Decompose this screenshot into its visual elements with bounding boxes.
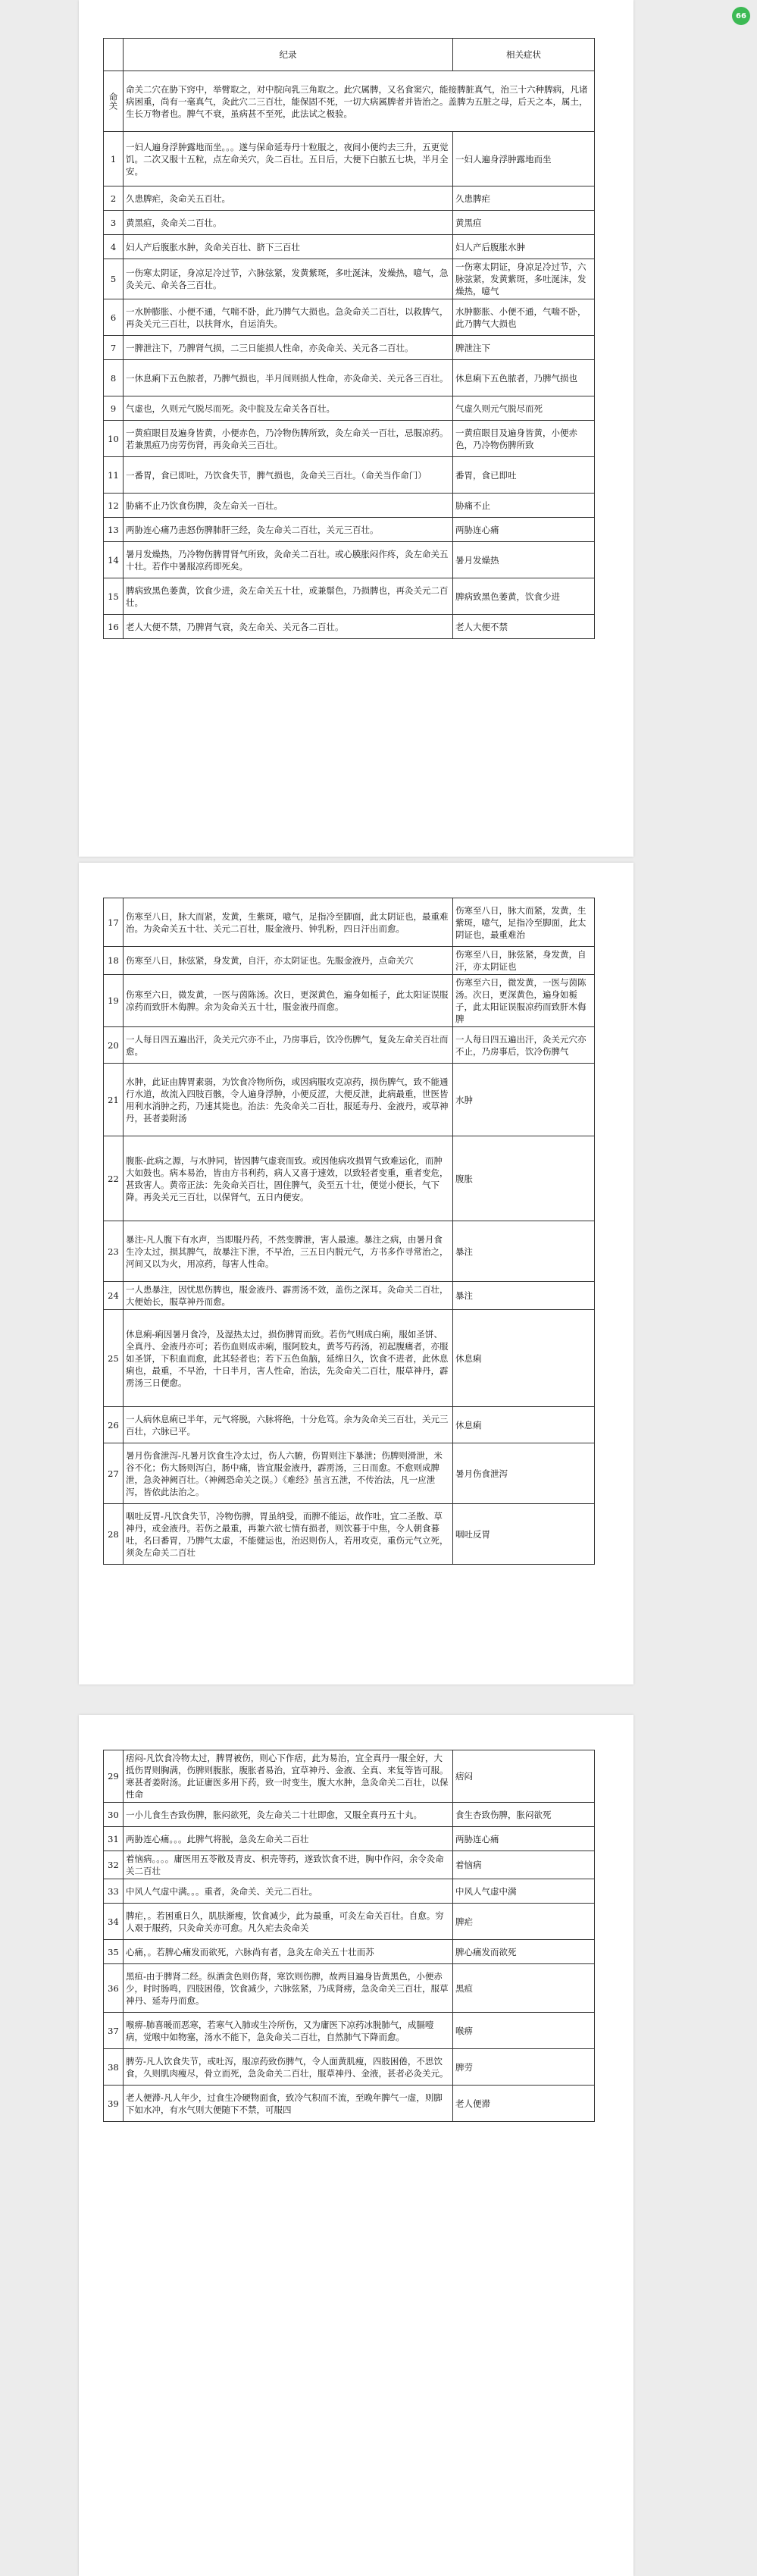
symptom-cell: 水肿膨胀、小便不通，气喘不卧，此乃脾气大损也 [453,299,595,336]
table-row [104,2049,595,2086]
record-cell: 着恼病。。。。庸医用五苓散及青皮、枳壳等药，遂致饮食不进，胸中作闷，余令灸命关二百壮 [124,1851,453,1879]
row-number: 27 [104,1443,124,1504]
table-row [104,1136,595,1221]
row-number: 15 [104,578,124,615]
row-number: 7 [104,336,124,360]
table-row [104,494,595,518]
symptom-cell: 老人大便不禁 [453,615,595,639]
row-number: 33 [104,1879,124,1904]
table-row [104,1443,595,1504]
table-row [104,211,595,235]
table-row [104,1851,595,1879]
row-number: 18 [104,947,124,975]
table-row [104,1750,595,1803]
record-cell: 喉痹-肺喜暖而恶寒，若寒气入肺或生冷所伤，又为庸医下凉药冰脱肺气，成膈噎病，觉喉中如物塞，汤水不能下，急灸命关二百壮，自然肺气下降而愈。 [124,2013,453,2049]
record-cell: 暑月伤食泄泻-凡暑月饮食生冷太过，伤人六腑，伤胃则注下暴泄；伤脾则滑泄，米谷不化；伤大肠则泻白，肠中痛，皆宜服金液丹，霹雳汤，三日而愈。不愈则成脾泄，急灸神阙百壮。（神阙恐命关之误。）《难经》虽言五泄，不传治法，凡一应泄泻，皆依此法治之。 [124,1443,453,1504]
record-cell: 一人患暴注，因忧思伤脾也，服金液丹、霹雳汤不效，盖伤之深耳。灸命关二百壮，大便始长，服草神丹而愈。 [124,1282,453,1310]
row-number: 36 [104,1964,124,2013]
table-row [104,898,595,947]
symptom-cell: 脾劳 [453,2049,595,2086]
row-number: 16 [104,615,124,639]
row-number: 28 [104,1504,124,1565]
record-cell: 一休息痢下五色脓者，乃脾气损也，半月间则损人性命，亦灸命关、关元各三百壮。 [124,360,453,396]
symptom-cell: 两胁连心痛 [453,1827,595,1851]
header-number [104,39,124,71]
table-row [104,1504,595,1565]
row-number: 39 [104,2086,124,2122]
record-cell: 老人便滞-凡人年少，过食生冷硬物面食，致冷气积而不流，至晚年脾气一虚，则脚下如水冲，有水气则大便随下不禁，可服四 [124,2086,453,2122]
row-number: 20 [104,1027,124,1064]
symptom-cell: 休息痢下五色脓者，乃脾气损也 [453,360,595,396]
row-number: 37 [104,2013,124,2049]
table-row [104,360,595,396]
table-row [104,186,595,211]
table-row [104,1940,595,1964]
symptom-cell: 一黄疸眼目及遍身皆黄，小便赤色，乃冷物伤脾所致 [453,421,595,457]
row-number: 17 [104,898,124,947]
row-number: 8 [104,360,124,396]
row-number: 21 [104,1064,124,1136]
table-row [104,542,595,578]
table-row [104,1027,595,1064]
symptom-cell: 胁痛不止 [453,494,595,518]
record-cell: 脾疟，。若困重日久，肌肤渐瘦，饮食减少，此为最重，可灸左命关百壮。自愈。穷人艰于服药，只灸命关亦可愈。凡久疟去灸命关 [124,1904,453,1940]
symptom-cell: 暑月伤食泄泻 [453,1443,595,1504]
intro-label: 命关 [104,71,124,132]
intro-row [104,71,595,132]
table-row [104,1803,595,1827]
symptom-cell: 着恼病 [453,1851,595,1879]
table-row [104,2086,595,2122]
symptom-cell: 喉痹 [453,2013,595,2049]
symptom-cell: 妇人产后腹胀水肿 [453,235,595,259]
record-cell: 一妇人遍身浮肿露地而坐。。。遂与保命延寿丹十粒服之，夜间小便约去三升，五更觉饥。二次又服十五粒，点左命关穴，灸二百壮。五日后，大便下白脓五七块，半月全安。 [124,132,453,186]
table-header-row [104,39,595,71]
table-row [104,1827,595,1851]
symptom-cell: 休息痢 [453,1310,595,1407]
row-number: 9 [104,396,124,421]
record-cell: 一水肿膨胀、小便不通，气喘不卧，此乃脾气大损也。急灸命关二百壮，以救脾气，再灸关元三百壮，以扶肾水，自运消失。 [124,299,453,336]
table-row [104,1964,595,2013]
record-cell: 两胁连心痛。。。此脾气将脱，急灸左命关二百壮 [124,1827,453,1851]
symptom-cell: 一伤寒太阴证，身凉足冷过节，六脉弦紧，发黄紫斑，多吐涎沫，发燥热，噫气 [453,259,595,299]
table-row [104,1064,595,1136]
record-cell: 腹胀-此病之源，与水肿同，皆因脾气虚衰而致。或因他病攻损胃气致难运化，而肿大如鼓也。病本易治，皆由方书利药，病人又喜于速效，以致轻者变重，重者变危，甚致害人。黄帝正法：先灸命关百壮，固住脾气，灸至五十壮，便觉小便长，气下降。再灸关元三百壮，以保肾气，五日内便安。 [124,1136,453,1221]
table-row [104,235,595,259]
record-cell: 脾劳-凡人饮食失节，或吐泻，服凉药致伤脾气，令人面黄肌瘦，四肢困倦，不思饮食，久则肌肉瘦尽，骨立而死，急灸命关二百壮，服草神丹、金液，甚者必灸关元。 [124,2049,453,2086]
record-cell: 一黄疸眼目及遍身皆黄，小便赤色，乃冷物伤脾所致，灸左命关一百壮，忌服凉药。若兼黑疸乃房劳伤肾，再灸命关三百壮。 [124,421,453,457]
symptom-cell: 伤寒至六日，微发黄，一医与茵陈汤。次日，更深黄色，遍身如栀子，此太阳证误服凉药而致肝木侮脾 [453,975,595,1027]
row-number: 5 [104,259,124,299]
record-cell: 妇人产后腹胀水肿，灸命关百壮、脐下三百壮 [124,235,453,259]
symptom-cell: 食生杏致伤脾，胀闷欲死 [453,1803,595,1827]
symptom-cell: 暑月发燥热 [453,542,595,578]
record-cell: 水肿，此证由脾胃素弱，为饮食冷物所伤，或因病服攻克凉药，损伤脾气，致不能通行水道，故流入四肢百骸，令人遍身浮肿，小便反涩，大便反泄，此病最重，世医皆用利水消肿之药，乃速其毙也。治法：先灸命关二百壮，服延寿丹、金液丹，或草神丹，甚者姜附汤 [124,1064,453,1136]
row-number: 34 [104,1904,124,1940]
table-row [104,259,595,299]
symptom-cell: 伤寒至八日，脉大而紧，发黄，生紫斑，噫气，足指冷至脚面，此太阴证也，最重难治 [453,898,595,947]
record-table-page-1 [103,38,595,639]
row-number: 25 [104,1310,124,1407]
row-number: 29 [104,1750,124,1803]
symptom-cell: 一妇人遍身浮肿露地而坐 [453,132,595,186]
table-row [104,2013,595,2049]
symptom-cell: 黄黑疸 [453,211,595,235]
table-row [104,421,595,457]
record-cell: 中风人气虚中满。。。重者，灸命关、关元二百壮。 [124,1879,453,1904]
row-number: 4 [104,235,124,259]
record-cell: 脾病致黑色萎黄，饮食少进，灸左命关五十壮，或兼鬃色，乃损脾也，再灸关元二百壮。 [124,578,453,615]
symptom-cell: 休息痢 [453,1407,595,1443]
record-cell: 一伤寒太阴证，身凉足冷过节，六脉弦紧，发黄紫斑，多吐涎沫，发燥热，噫气，急灸关元、命关各三百壮。 [124,259,453,299]
table-row [104,132,595,186]
symptom-cell: 久患脾疟 [453,186,595,211]
record-cell: 黄黑疸，灸命关二百壮。 [124,211,453,235]
row-number: 14 [104,542,124,578]
header-record: 纪录 [124,39,453,71]
table-row [104,1310,595,1407]
page-count-badge[interactable]: 66 [732,7,750,25]
intro-text: 命关二穴在胁下窍中，举臂取之，对中脘向乳三角取之。此穴属脾，又名食窦穴，能接脾脏真气，治三十六种脾病，凡诸病困重，尚有一毫真气，灸此穴二三百壮，能保固不死，一切大病属脾者并皆治之。盖脾为五脏之母，后天之本，属土，生长万物者也。脾气不衰，虽病甚不至死，此法试之极验。 [124,71,595,132]
record-cell: 休息痢-痢因暑月食冷，及湿热太过，损伤脾胃而致。若伤气则成白痢，服如圣饼、全真丹、金液丹亦可；若伤血则成赤痢，服阿胶丸，黄芩芍药汤，初起腹痛者，亦服如圣饼，下积血而愈，此其轻者也；若下五色鱼脑，延绵日久，饮食不进者，此休息痢也，最重，不早治，十日半月，害人性命，治法，先灸命关二百壮，服草神丹，霹雳汤三日便愈。 [124,1310,453,1407]
row-number: 24 [104,1282,124,1310]
record-cell: 老人大便不禁，乃脾肾气衰，灸左命关、关元各二百壮。 [124,615,453,639]
symptom-cell: 脾心痛发而欲死 [453,1940,595,1964]
record-cell: 气虚也，久则元气脱尽而死。灸中脘及左命关各百壮。 [124,396,453,421]
table-row [104,1407,595,1443]
symptom-cell: 番胃，食已即吐 [453,457,595,494]
table-row [104,1879,595,1904]
record-cell: 痞闷-凡饮食冷物太过，脾胃被伤，则心下作痞，此为易治，宜全真丹一服全好，大抵伤胃则胸满，伤脾则腹胀，腹胀者易治，宜草神丹、金液、全真、来复等皆可服。寒甚者姜附汤。此证庸医多用下药，致一时变生，腹大水肿，急灸命关二百壮，以保性命 [124,1750,453,1803]
record-cell: 两胁连心痛乃恚怒伤脾肺肝三经，灸左命关二百壮，关元三百壮。 [124,518,453,542]
symptom-cell: 暴注 [453,1282,595,1310]
record-cell: 一小儿食生杏致伤脾，胀闷欲死，灸左命关二十壮即愈，又服全真丹五十丸。 [124,1803,453,1827]
row-number: 10 [104,421,124,457]
record-cell: 伤寒至八日，脉弦紧，身发黄，自汗，亦太阴证也。先服金液丹，点命关穴 [124,947,453,975]
symptom-cell: 一人每日四五遍出汗，灸关元穴亦不止，乃房事后，饮冷伤脾气 [453,1027,595,1064]
symptom-cell: 脾病致黑色萎黄，饮食少进 [453,578,595,615]
symptom-cell: 水肿 [453,1064,595,1136]
row-number: 6 [104,299,124,336]
record-cell: 一人每日四五遍出汗，灸关元穴亦不止，乃房事后，饮冷伤脾气，复灸左命关百壮而愈。 [124,1027,453,1064]
page-3 [79,1715,633,2576]
record-cell: 暑月发燥热，乃冷物伤脾胃肾气所致，灸命关二百壮。或心膜胀闷作疼，灸左命关五十壮。若作中暑服凉药即死矣。 [124,542,453,578]
page-2 [79,863,633,1684]
record-cell: 咽吐反胃-凡饮食失节，冷物伤脾，胃虽纳受，而脾不能运，故作吐，宜二圣散、草神丹，或金液丹。若伤之最重，再兼六欲七情有损者，则饮暮于中焦，令人朝食暮吐，名曰番胃，乃脾气太虚，不能健运也，治迟则伤人，若用攻克，重伤元气立死，须灸左命关二百壮 [124,1504,453,1565]
record-table-page-3 [103,1750,595,2122]
table-row [104,518,595,542]
table-row [104,1221,595,1282]
symptom-cell: 两胁连心痛 [453,518,595,542]
symptom-cell: 气虚久则元气脱尽而死 [453,396,595,421]
symptom-cell: 痞闷 [453,1750,595,1803]
row-number: 3 [104,211,124,235]
record-cell: 黑疸-由于脾肾二经。纵酒贪色则伤肾，寒饮则伤脾，故两目遍身皆黄黑色，小便赤少，时时肠鸣，四肢困倦，饮食减少，六脉弦紧，乃成肾痨，急灸命关三百壮，服草神丹、延寿丹而愈。 [124,1964,453,2013]
table-row [104,578,595,615]
row-number: 2 [104,186,124,211]
row-number: 13 [104,518,124,542]
row-number: 32 [104,1851,124,1879]
table-row [104,947,595,975]
record-cell: 久患脾疟，灸命关五百壮。 [124,186,453,211]
page-1 [79,0,633,857]
record-cell: 一番胃，食已即吐，乃饮食失节，脾气损也，灸命关三百壮。（命关当作命门） [124,457,453,494]
record-cell: 暴注-凡人腹下有水声，当即服丹药，不然变脾泄，害人最速。暴注之病，由暑月食生冷太过，损其脾气，故暴注下泄，不早治，三五日内脱元气，方书多作寻常治之，河间又以为火，用凉药，每害人性命。 [124,1221,453,1282]
row-number: 22 [104,1136,124,1221]
row-number: 19 [104,975,124,1027]
symptom-cell: 腹胀 [453,1136,595,1221]
row-number: 1 [104,132,124,186]
row-number: 31 [104,1827,124,1851]
table-row [104,336,595,360]
symptom-cell: 伤寒至八日，脉弦紧，身发黄，自汗，亦太阴证也 [453,947,595,975]
record-table-page-2 [103,898,595,1565]
row-number: 11 [104,457,124,494]
table-row [104,457,595,494]
row-number: 26 [104,1407,124,1443]
symptom-cell: 咽吐反胃 [453,1504,595,1565]
header-symptom: 相关症状 [453,39,595,71]
row-number: 38 [104,2049,124,2086]
table-row [104,975,595,1027]
symptom-cell: 脾泄注下 [453,336,595,360]
symptom-cell: 黑疸 [453,1964,595,2013]
table-row [104,299,595,336]
table-row [104,615,595,639]
row-number: 23 [104,1221,124,1282]
table-row [104,1282,595,1310]
row-number: 12 [104,494,124,518]
record-cell: 心痛，。若脾心痛发而欲死，六脉尚有者，急灸左命关五十壮而苏 [124,1940,453,1964]
row-number: 35 [104,1940,124,1964]
record-cell: 一脾泄注下，乃脾肾气损，二三日能损人性命，亦灸命关、关元各二百壮。 [124,336,453,360]
table-row [104,1904,595,1940]
record-cell: 伤寒至八日，脉大而紧，发黄，生紫斑，噫气，足指冷至脚面，此太阴证也，最重难治。为灸命关五十壮、关元二百壮，服金液丹、钟乳粉，四日汗出而愈。 [124,898,453,947]
symptom-cell: 暴注 [453,1221,595,1282]
record-cell: 伤寒至六日，微发黄，一医与茵陈汤。次日，更深黄色，遍身如栀子，此太阳证误服凉药而致肝木侮脾。余为灸命关五十壮，服金液丹而愈。 [124,975,453,1027]
table-row [104,396,595,421]
row-number: 30 [104,1803,124,1827]
record-cell: 胁痛不止乃饮食伤脾，灸左命关一百壮。 [124,494,453,518]
symptom-cell: 中风人气虚中满 [453,1879,595,1904]
record-cell: 一人病休息痢已半年，元气将脱，六脉将绝，十分危笃。余为灸命关三百壮，关元三百壮，六脉已平。 [124,1407,453,1443]
symptom-cell: 老人便滞 [453,2086,595,2122]
symptom-cell: 脾疟 [453,1904,595,1940]
